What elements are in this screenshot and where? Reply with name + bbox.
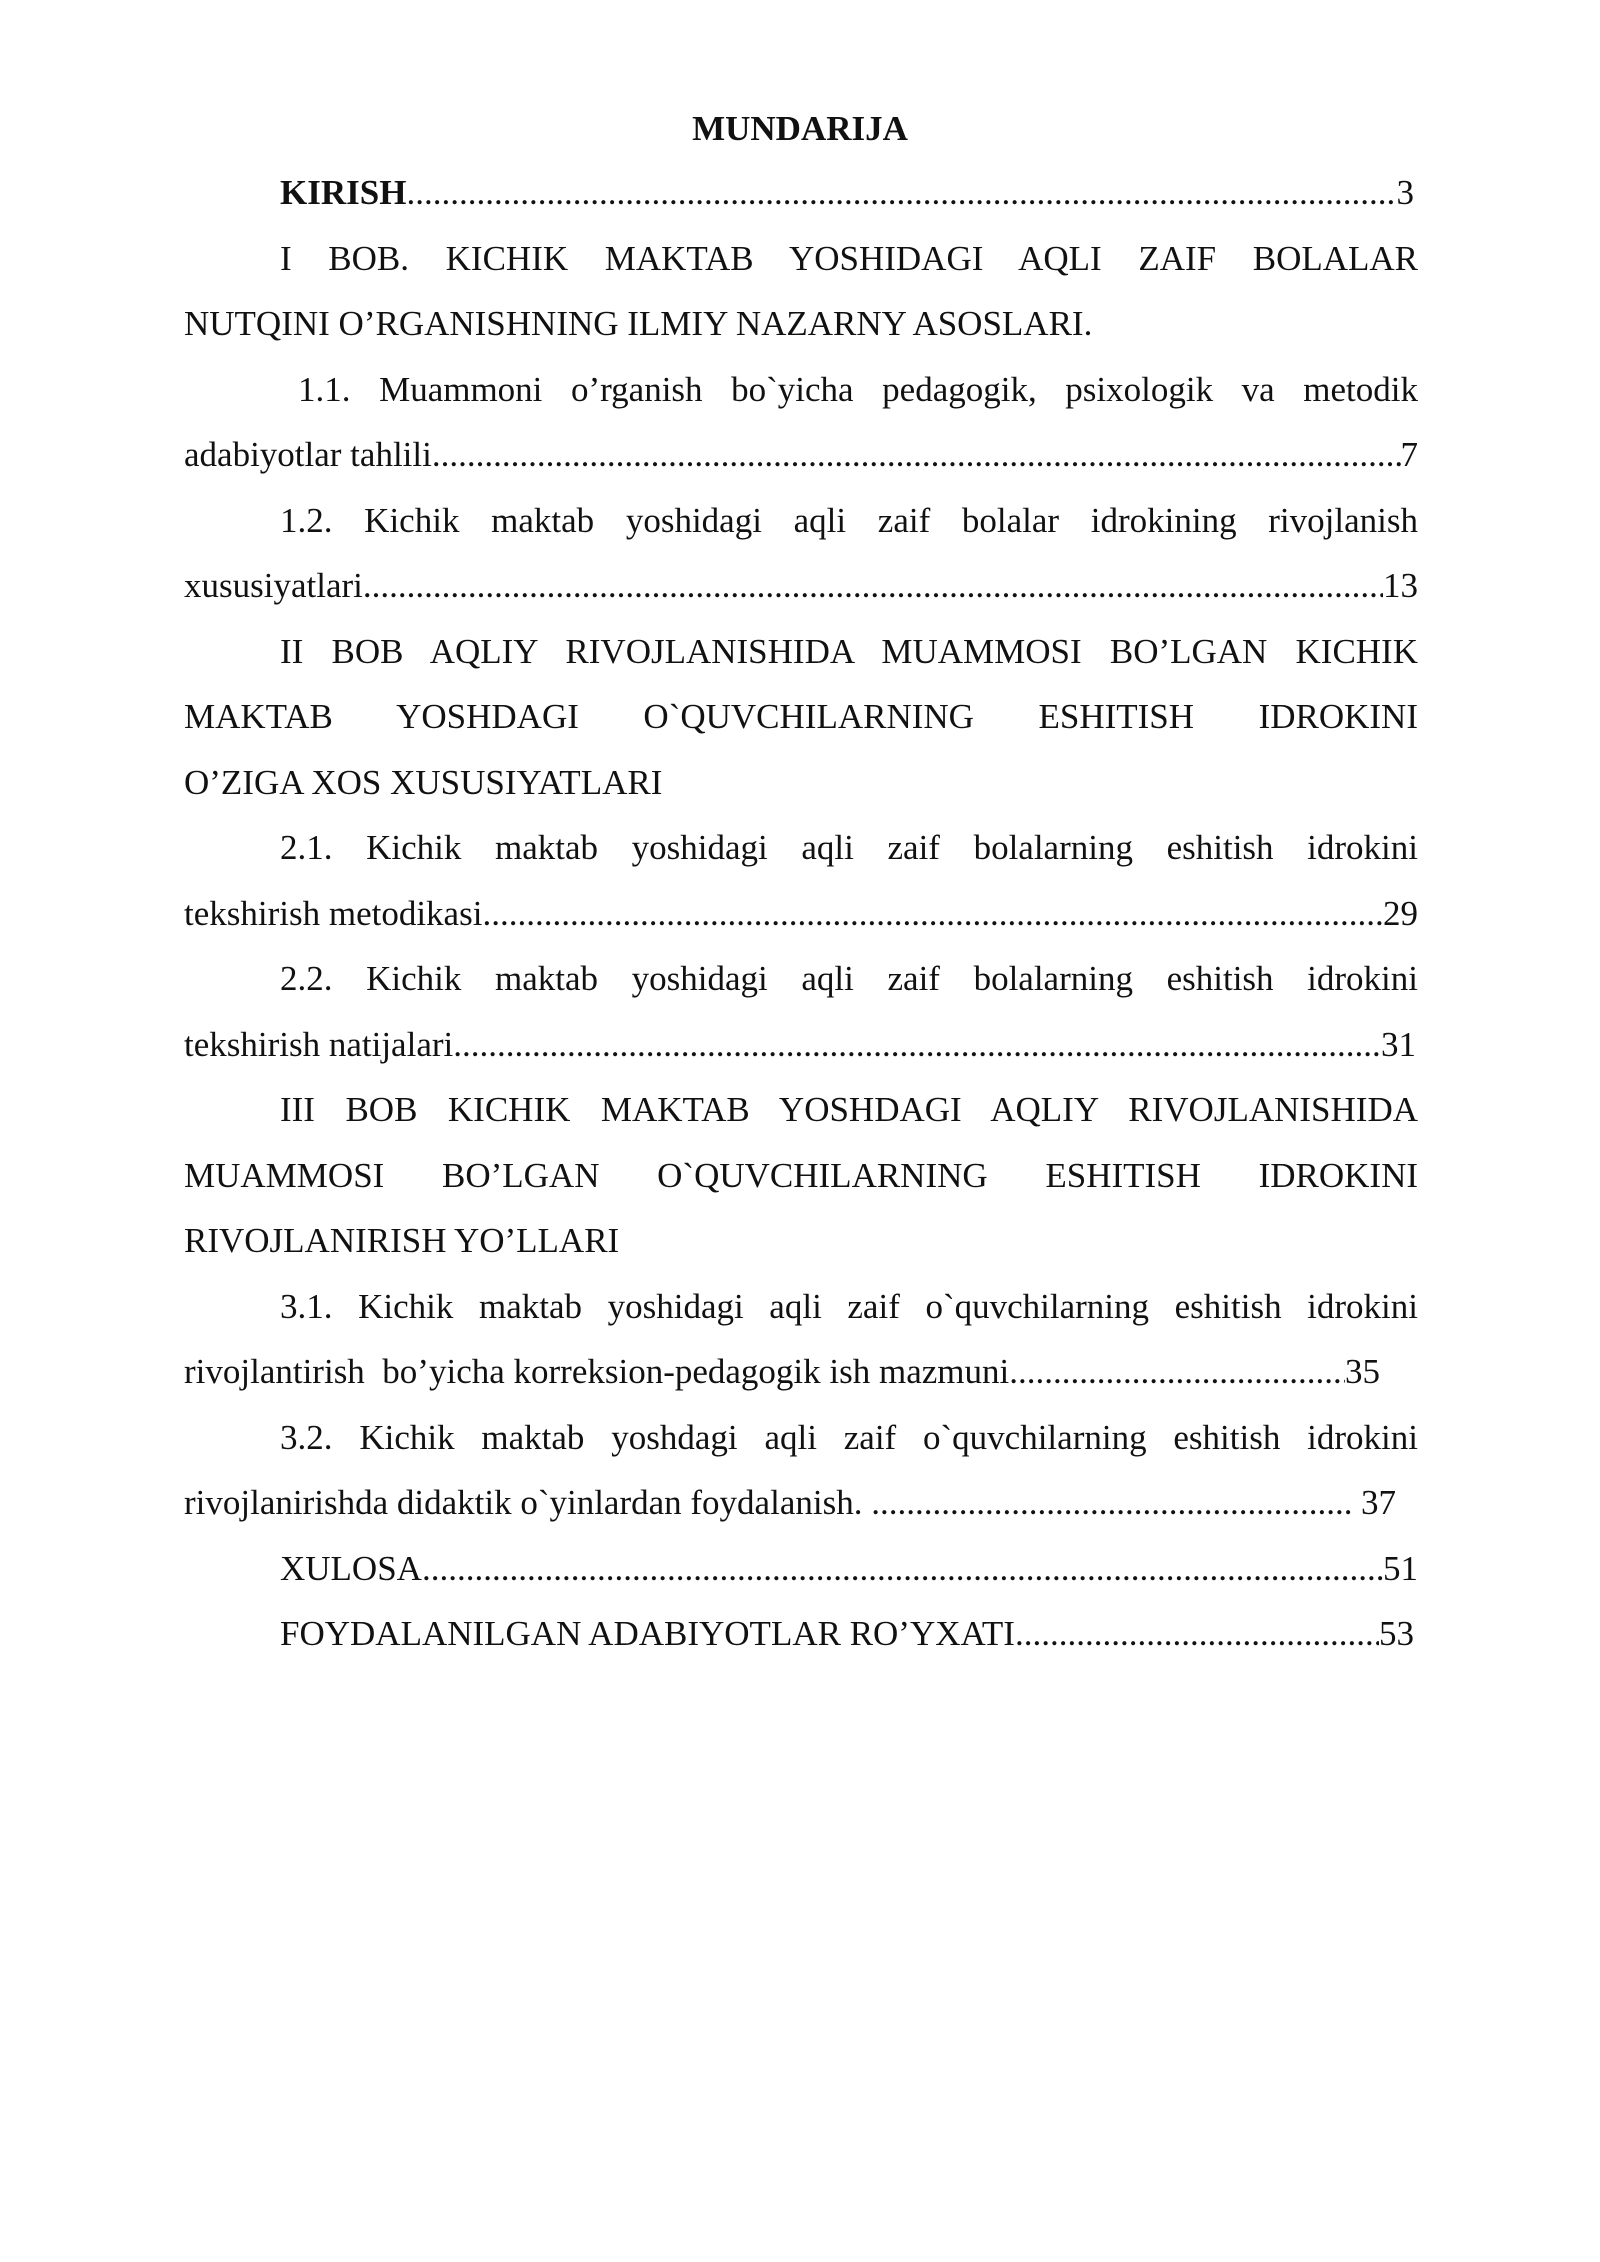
toc-label: XULOSA — [280, 1549, 422, 1588]
dot-leader — [432, 430, 1401, 480]
toc-section-3-1-line-2 — [184, 1347, 1380, 1397]
toc-page-number: 37 — [1352, 1483, 1396, 1522]
toc-chapter-3-line-2: MUAMMOSI BO’LGAN O`QUVCHILARNING ESHITISH IDROKINI — [184, 1156, 1418, 1195]
dot-leader — [363, 561, 1383, 611]
toc-page-number: 35 — [1345, 1352, 1380, 1391]
dot-leader — [406, 168, 1396, 218]
toc-entry-references — [280, 1609, 1414, 1659]
toc-section-3-2-line-1: 3.2. Kichik maktab yoshdagi aqli zaif o`quvchilarning eshitish idrokini — [280, 1418, 1418, 1457]
toc-section-1-1-line-1: 1.1. Muammoni o’rganish bo`yicha pedagogik, psixologik va metodik — [298, 370, 1418, 409]
toc-label: FOYDALANILGAN ADABIYOTLAR RO’YXATI — [280, 1614, 1015, 1653]
toc-chapter-3-line-3: RIVOJLANIRISH YO’LLARI — [184, 1221, 620, 1260]
page-title: MUNDARIJA — [692, 109, 908, 148]
dot-leader — [1015, 1609, 1379, 1659]
toc-label: adabiyotlar tahlili — [184, 435, 432, 474]
toc-label: rivojlantirish bo’yicha korreksion-pedagogik ish mazmuni — [184, 1352, 1010, 1391]
toc-chapter-1-line-1: I BOB. KICHIK MAKTAB YOSHIDAGI AQLI ZAIF BOLALAR — [280, 239, 1418, 278]
toc-page-number: 7 — [1400, 435, 1418, 474]
toc-page-number: 31 — [1381, 1025, 1416, 1064]
toc-section-3-2-line-2 — [184, 1478, 1396, 1528]
toc-chapter-2-line-1: II BOB AQLIY RIVOJLANISHIDA MUAMMOSI BO’LGAN KICHIK — [280, 632, 1418, 671]
toc-section-1-1-line-2 — [184, 430, 1418, 480]
toc-label: tekshirish natijalari — [184, 1025, 454, 1064]
toc-label: xususiyatlari — [184, 566, 363, 605]
toc-entry-kirish — [280, 168, 1414, 218]
toc-section-2-2-line-2 — [184, 1020, 1416, 1070]
toc-label: tekshirish metodikasi — [184, 894, 483, 933]
dot-leader — [422, 1544, 1383, 1594]
toc-section-3-1-line-1: 3.1. Kichik maktab yoshidagi aqli zaif o`quvchilarning eshitish idrokini — [280, 1287, 1418, 1326]
dot-leader — [482, 889, 1383, 939]
toc-label: KIRISH — [280, 173, 407, 212]
toc-page-number: 53 — [1379, 1614, 1414, 1653]
toc-chapter-2-line-2: MAKTAB YOSHDAGI O`QUVCHILARNING ESHITISH IDROKINI — [184, 697, 1418, 736]
toc-section-1-2-line-2 — [184, 561, 1418, 611]
toc-chapter-3-line-1: III BOB KICHIK MAKTAB YOSHDAGI AQLIY RIVOJLANISHIDA — [280, 1090, 1418, 1129]
toc-page-number: 51 — [1383, 1549, 1418, 1588]
toc-chapter-1-line-2: NUTQINI O’RGANISHNING ILMIY NAZARNY ASOSLARI. — [184, 304, 1093, 343]
toc-page-number: 3 — [1396, 173, 1414, 212]
toc-label: rivojlanirishda didaktik o`yinlardan foydalanish. — [184, 1483, 872, 1522]
toc-page-number: 29 — [1383, 894, 1418, 933]
toc-chapter-2-line-3: O’ZIGA XOS XUSUSIYATLARI — [184, 763, 663, 802]
toc-section-1-2-line-1: 1.2. Kichik maktab yoshidagi aqli zaif bolalar idrokining rivojlanish — [280, 501, 1418, 540]
toc-entry-xulosa — [280, 1544, 1418, 1594]
dot-leader — [453, 1020, 1381, 1070]
toc-section-2-2-line-1: 2.2. Kichik maktab yoshidagi aqli zaif bolalarning eshitish idrokini — [280, 959, 1418, 998]
dot-leader — [1009, 1347, 1345, 1397]
toc-section-2-1-line-2 — [184, 889, 1418, 939]
dot-leader — [871, 1478, 1352, 1528]
toc-page-number: 13 — [1383, 566, 1418, 605]
toc-section-2-1-line-1: 2.1. Kichik maktab yoshidagi aqli zaif bolalarning eshitish idrokini — [280, 828, 1418, 867]
